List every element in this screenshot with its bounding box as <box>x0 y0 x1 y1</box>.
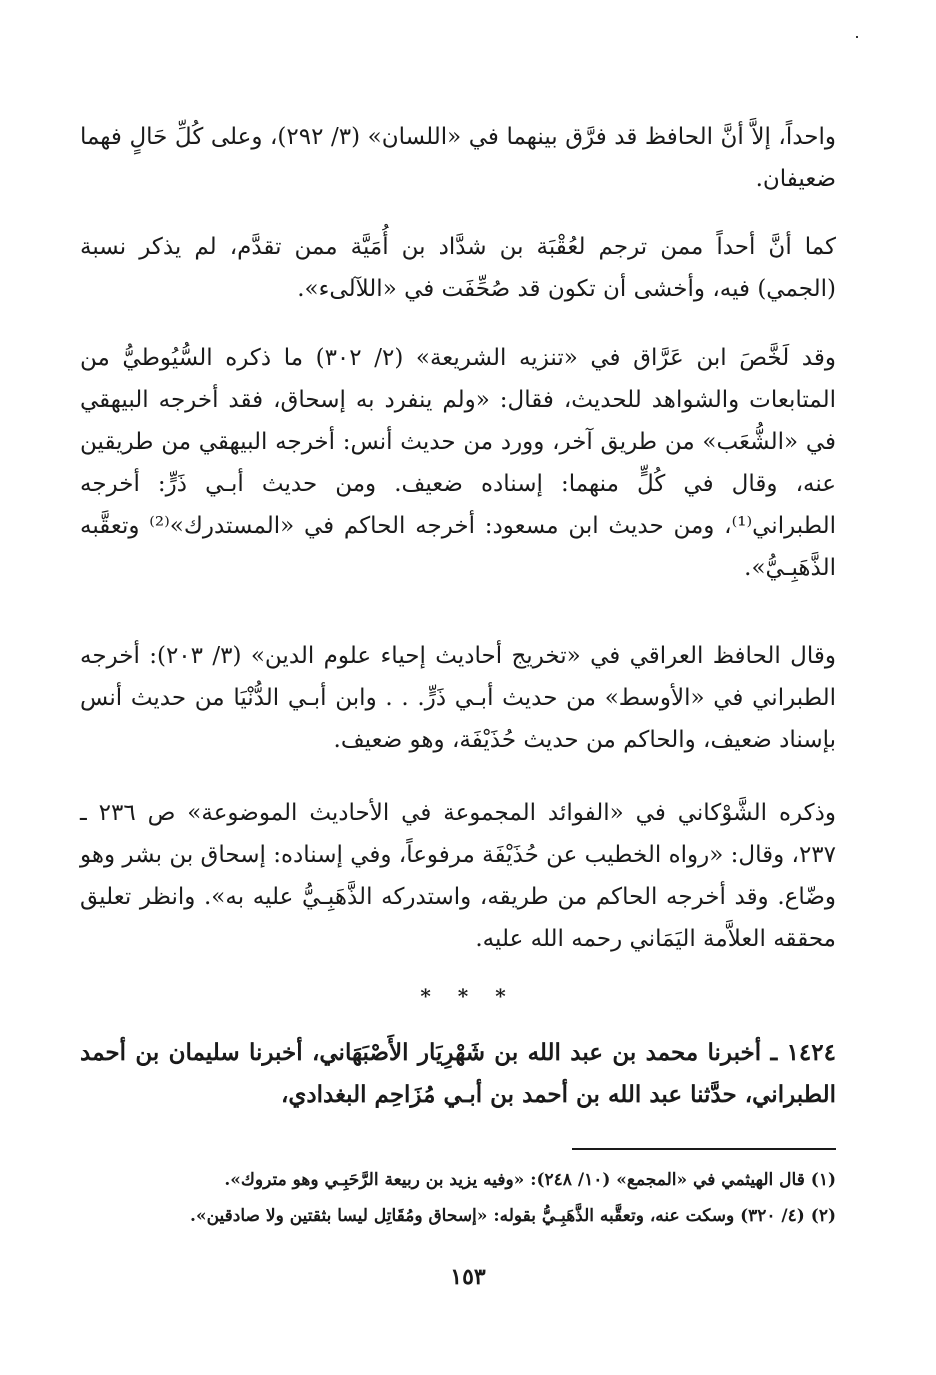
paragraph-text: كما أنَّ أحداً ممن ترجم لعُقْبَة بن شدَّاد بن أُمَيَّة ممن تقدَّم، لم يذكر نسبة (الجمي) فيه، وأخشى أن تكون قد صُحِّفَت في «اللآلىء». <box>80 234 836 302</box>
section-separator: * * * <box>420 984 516 1008</box>
paragraph-text: وقد لَخَّصَ ابن عَرَّاق في «تنزيه الشريعة» (٢/ ٣٠٢) ما ذكره السُّيُوطيُّ من المتابعات والشواهد للحديث، فقال: «ولم ينفرد به إسحاق، فقد أخرجه البيهقي في «الشُّعَب» من طريق آخر، وورد من حديث أنس: أخرجه البيهقي من طريقين عنه، وقال في كُلٍّ منهما: إسناده ضعيف. ومن حديث أبـي ذَرٍّ: أخرجه الطبراني⁽¹⁾، ومن حديث ابن مسعود: أخرجه الحاكم في «المستدرك»⁽²⁾ وتعقَّبه الذَّهَبِـيُّ». <box>80 345 836 581</box>
hadith-text: ١٤٢٤ ـ أخبرنا محمد بن عبد الله بن شَهْرِيَار الأَصْبَهَاني، أخبرنا سليمان بن أحمد الطبراني، حدَّثنا عبد الله بن أحمد بن أبـي مُزَاحِم البغدادي، <box>80 1039 836 1108</box>
paragraph-2 <box>80 226 836 310</box>
paragraph-4 <box>80 635 836 761</box>
page-number: ١٥٣ <box>450 1264 486 1290</box>
paragraph-text: واحداً، إلاَّ أنَّ الحافظ قد فرَّق بينهما في «اللسان» (٣/ ٢٩٢)، وعلى كُلِّ حَالٍ فهما ضعيفان. <box>80 124 836 192</box>
footnote-rule <box>572 1148 836 1150</box>
footnote-2: (٢) (٤/ ٣٢٠) وسكت عنه، وتعقَّبه الذَّهَبِـيُّ بقوله: «إسحاق ومُقَاتِل ليسا بثقتين ولا صادقين». <box>190 1206 836 1226</box>
paragraph-5 <box>80 792 836 960</box>
paragraph-text: وذكره الشَّوْكاني في «الفوائد المجموعة في الأحاديث الموضوعة» ص ٢٣٦ ـ ٢٣٧، وقال: «رواه الخطيب عن حُذَيْفَة مرفوعاً، وفي إسناده: إسحاق بن بشر وهو وضّاع. وقد أخرجه الحاكم من طريقه، واستدركه الذَّهَبِـيُّ عليه به». وانظر تعليق محققه العلاَّمة اليَمَاني رحمه الله عليه. <box>79 800 836 952</box>
paragraph-1 <box>80 116 836 200</box>
footnotes <box>80 1162 836 1234</box>
margin-mark <box>856 36 858 38</box>
paragraph-text: وقال الحافظ العراقي في «تخريج أحاديث إحياء علوم الدين» (٣/ ٢٠٣): أخرجه الطبراني في «الأوسط» من حديث أبـي ذَرٍّ. . . وابن أبـي الدُّنْيَا من حديث أنس بإسناد ضعيف، والحاكم من حديث حُذَيْفَة، وهو ضعيف. <box>80 643 836 753</box>
footnote-1: (١) قال الهيثمي في «المجمع» (١٠/ ٢٤٨): «وفيه يزيد بن ربيعة الرَّحَبِـي وهو متروك». <box>224 1170 836 1190</box>
hadith-paragraph <box>80 1032 836 1116</box>
paragraph-3 <box>80 337 836 589</box>
